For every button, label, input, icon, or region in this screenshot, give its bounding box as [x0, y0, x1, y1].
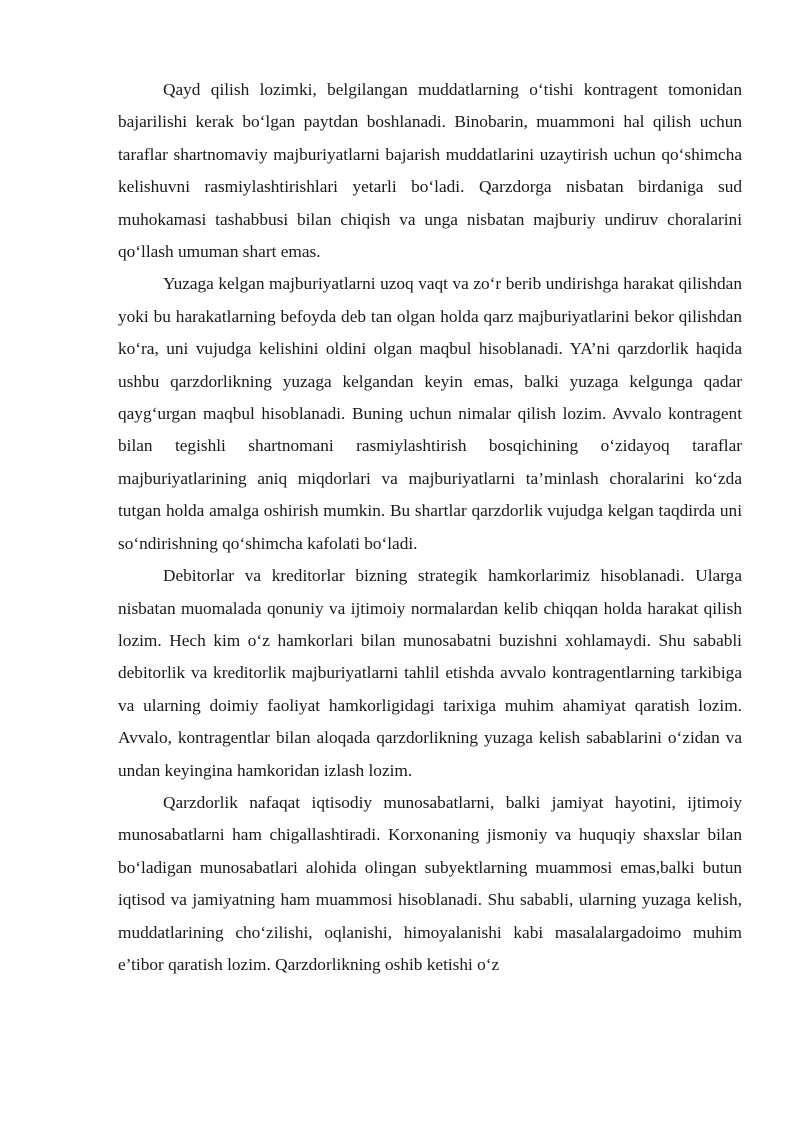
document-body — [118, 74, 742, 981]
paragraph-3: Debitorlar va kreditorlar bizning strategik hamkorlarimiz hisoblanadi. Ularga nisbatan muomalada qonuniy va ijtimoiy normalardan kelib chiqqan holda harakat qilish lozim. Hech kim o‘z hamkorlari bilan munosabatni buzishni xohlamaydi. Shu sababli debitorlik va kreditorlik majburiyatlarni tahlil etishda avvalo kontragentlarning tarkibiga va ularning doimiy faoliyat hamkorligidagi tarixiga muhim ahamiyat qaratish lozim. Avvalo, kontragentlar bilan aloqada qarzdorlikning yuzaga kelish sabablarini o‘zidan va undan keyingina hamkoridan izlash lozim. — [118, 566, 742, 780]
paragraph-1: Qayd qilish lozimki, belgilangan muddatlarning o‘tishi kontragent tomonidan bajarilishi kerak bo‘lgan paytdan boshlanadi. Binobarin, muammoni hal qilish uchun taraflar shartnomaviy majburiyatlarni bajarish muddatlarini uzaytirish uchun qo‘shimcha kelishuvni rasmiylashtirishlari yetarli bo‘ladi. Qarzdorga nisbatan birdaniga sud muhokamasi tashabbusi bilan chiqish va unga nisbatan majburiy undiruv choralarini qo‘llash umuman shart emas. — [118, 80, 742, 262]
paragraph-4: Qarzdorlik nafaqat iqtisodiy munosabatlarni, balki jamiyat hayotini, ijtimoiy munosabatlarni ham chigallashtiradi. Korxonaning jismoniy va huquqiy shaxslar bilan bo‘ladigan munosabatlari alohida olingan subyektlarning muammosi emas,balki butun iqtisod va jamiyatning ham muammosi hisoblanadi. Shu sababli, ularning yuzaga kelish, muddatlarining cho‘zilishi, oqlanishi, himoyalanishi kabi masalalargadoimo muhim e’tibor qaratish lozim. Qarzdorlikning oshib ketishi o‘z — [118, 792, 742, 974]
paragraph-2: Yuzaga kelgan majburiyatlarni uzoq vaqt va zo‘r berib undirishga harakat qilishdan yoki bu harakatlarning befoyda deb tan olgan holda qarz majburiyatlarini bekor qilishdan ko‘ra, uni vujudga kelishini oldini olgan maqbul hisoblanadi. YA’ni qarzdorlik haqida ushbu qarzdorlikning yuzaga kelgandan keyin emas, balki yuzaga kelgunga qadar qayg‘urgan maqbul hisoblanadi. Buning uchun nimalar qilish lozim. Avvalo kontragent bilan tegishli shartnomani rasmiylashtirish bosqichining o‘zidayoq taraflar majburiyatlarining aniq miqdorlari va majburiyatlarni ta’minlash choralarini ko‘zda tutgan holda amalga oshirish mumkin. Bu shartlar qarzdorlik vujudga kelgan taqdirda uni so‘ndirishning qo‘shimcha kafolati bo‘ladi. — [118, 274, 742, 553]
